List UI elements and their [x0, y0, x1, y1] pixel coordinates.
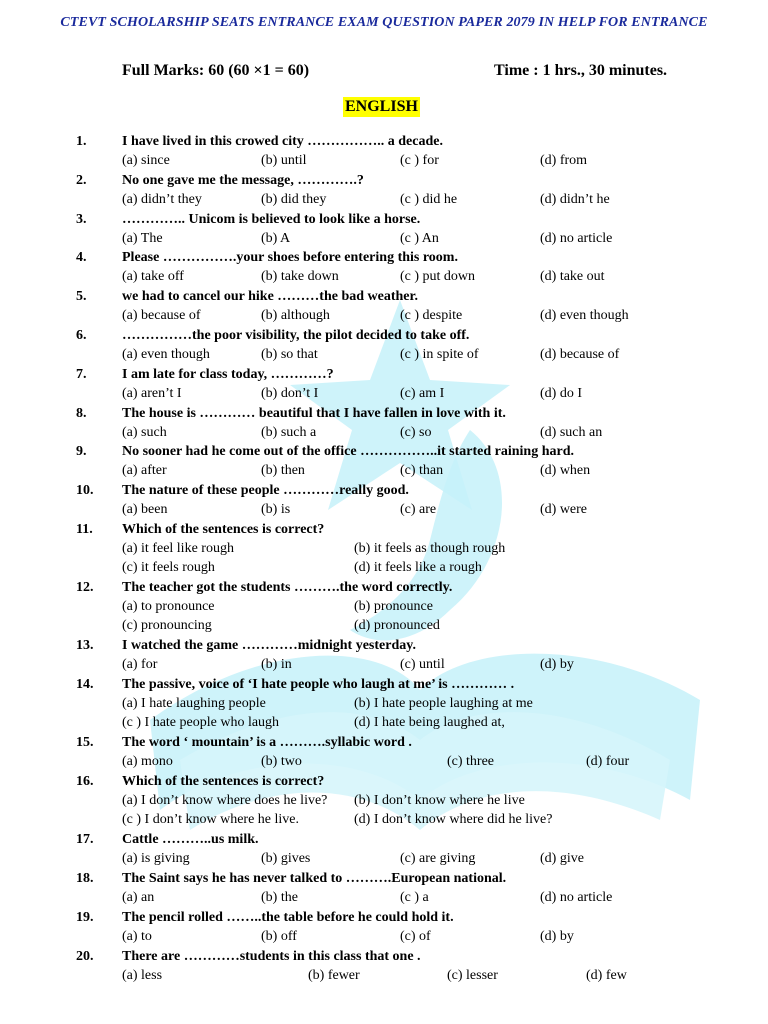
answer-option: (a) is giving — [122, 851, 190, 867]
answer-option: (b) gives — [261, 851, 311, 867]
question-number: 2. — [76, 172, 87, 188]
question-text: we had to cancel our hike ………the bad weather. — [122, 289, 418, 305]
question-item — [0, 636, 768, 675]
question-item — [0, 675, 768, 733]
answer-options — [0, 927, 768, 946]
question-text: I watched the game …………midnight yesterday. — [122, 638, 416, 654]
question-item — [0, 248, 768, 287]
answer-option: (d) no article — [540, 230, 613, 246]
answer-option: (b) don’t I — [261, 385, 319, 401]
answer-option: (c) pronouncing — [122, 618, 212, 634]
answer-option: (a) it feel like rough — [122, 540, 234, 556]
answer-option: (b) did they — [261, 191, 327, 207]
answer-option: (b) until — [261, 153, 307, 168]
answer-option: (c ) for — [400, 153, 439, 168]
answer-option: (b) the — [261, 890, 298, 906]
question-item — [0, 520, 768, 578]
question-number: 14. — [76, 677, 94, 693]
question-number: 6. — [76, 327, 87, 343]
answer-option: (b) such a — [261, 424, 317, 440]
answer-option: (d) few — [586, 967, 627, 983]
question-text: I am late for class today, …………? — [122, 366, 334, 382]
answer-option: (b) two — [261, 754, 302, 770]
answer-option: (c) three — [447, 754, 495, 770]
answer-option: (d) I don’t know where did he live? — [354, 812, 553, 828]
answer-option: (d) by — [540, 657, 574, 673]
answer-option: (a) I don’t know where does he live? — [122, 793, 328, 809]
answer-option: (a) to — [122, 928, 152, 944]
answer-option: (a) such — [122, 424, 167, 440]
question-number: 8. — [76, 405, 87, 421]
answer-option: (d) because of — [540, 346, 620, 362]
answer-option: (a) since — [122, 153, 170, 168]
answer-option: (a) I hate laughing people — [122, 696, 266, 712]
answer-options — [0, 151, 768, 170]
question-item — [0, 404, 768, 443]
answer-options — [0, 539, 768, 578]
question-number: 11. — [76, 521, 93, 537]
answer-option: (b) pronounce — [354, 599, 433, 615]
question-item — [0, 365, 768, 404]
question-text: The word ‘ mountain’ is a ……….syllabic word . — [122, 735, 412, 751]
answer-options — [0, 966, 768, 985]
answer-option: (a) to pronounce — [122, 599, 215, 615]
answer-option: (d) it feels like a rough — [354, 559, 482, 575]
answer-option: (b) take down — [261, 269, 339, 285]
answer-options — [0, 849, 768, 868]
answer-option: (c) are — [400, 502, 437, 518]
answer-option: (a) aren’t I — [122, 385, 182, 401]
question-text: ……………the poor visibility, the pilot decided to take off. — [122, 327, 470, 343]
question-number: 18. — [76, 871, 94, 887]
question-number: 1. — [76, 134, 87, 149]
answer-options — [0, 500, 768, 519]
question-item — [0, 287, 768, 326]
question-text: No sooner had he come out of the office ……………..it started raining hard. — [122, 444, 574, 460]
question-item — [0, 578, 768, 636]
answer-option: (a) even though — [122, 346, 210, 362]
question-item — [0, 326, 768, 365]
answer-option: (c) am I — [400, 385, 445, 401]
answer-option: (a) because of — [122, 308, 201, 324]
time-limit: Time : 1 hrs., 30 minutes. — [494, 62, 668, 79]
answer-option: (d) when — [540, 463, 591, 479]
answer-option: (b) so that — [261, 346, 318, 362]
answer-option: (b) although — [261, 308, 330, 324]
full-marks: Full Marks: 60 (60 ×1 = 60) — [122, 62, 310, 79]
answer-options — [0, 267, 768, 286]
question-number: 15. — [76, 735, 94, 751]
question-number: 9. — [76, 444, 87, 460]
answer-option: (d) even though — [540, 308, 629, 324]
answer-option: (c ) did he — [400, 191, 458, 207]
answer-option: (b) in — [261, 657, 292, 673]
answer-option: (c) than — [400, 463, 444, 479]
question-text: Please …………….your shoes before entering this room. — [122, 250, 458, 266]
answer-option: (c ) put down — [400, 269, 476, 285]
answer-option: (d) from — [540, 153, 588, 168]
question-number: 19. — [76, 909, 94, 925]
question-item — [0, 733, 768, 772]
answer-option: (b) I don’t know where he live — [354, 793, 525, 809]
question-text: Which of the sentences is correct? — [122, 521, 325, 537]
question-text: Which of the sentences is correct? — [122, 774, 325, 790]
answer-option: (b) it feels as though rough — [354, 540, 506, 556]
answer-option: (c) are giving — [400, 851, 476, 867]
answer-options — [0, 384, 768, 403]
answer-option: (b) then — [261, 463, 305, 479]
question-item — [0, 908, 768, 947]
question-text: There are …………students in this class that one . — [122, 948, 421, 964]
answer-option: (c) lesser — [447, 967, 498, 983]
question-text: ………….. Unicom is believed to look like a horse. — [122, 211, 421, 227]
question-text: The Saint says he has never talked to ……….European national. — [122, 871, 507, 887]
answer-options — [0, 229, 768, 248]
answer-option: (c) until — [400, 657, 445, 673]
question-item — [0, 132, 768, 171]
answer-option: (a) after — [122, 463, 167, 479]
answer-option: (a) take off — [122, 269, 184, 285]
answer-option: (a) an — [122, 890, 155, 906]
answer-option: (a) less — [122, 967, 163, 983]
answer-option: (c) of — [400, 928, 431, 944]
question-number: 20. — [76, 948, 94, 964]
question-text: The house is ………… beautiful that I have fallen in love with it. — [122, 405, 506, 421]
answer-option: (a) for — [122, 657, 158, 673]
answer-options — [0, 888, 768, 907]
answer-options — [0, 190, 768, 209]
question-number: 7. — [76, 366, 87, 382]
question-item — [0, 830, 768, 869]
answer-options — [0, 694, 768, 733]
answer-option: (d) didn’t he — [540, 191, 610, 207]
answer-options — [0, 752, 768, 771]
question-text: No one gave me the message, ………….? — [122, 172, 364, 188]
answer-option: (b) fewer — [308, 967, 360, 983]
question-number: 4. — [76, 250, 87, 266]
answer-option: (a) mono — [122, 754, 173, 770]
question-item — [0, 481, 768, 520]
answer-option: (d) such an — [540, 424, 603, 440]
answer-option: (b) is — [261, 502, 291, 518]
answer-option: (c ) despite — [400, 308, 463, 324]
answer-option: (d) four — [586, 754, 630, 770]
answer-option: (a) didn’t they — [122, 191, 202, 207]
question-text: The teacher got the students ……….the word correctly. — [122, 580, 453, 596]
question-text: The pencil rolled ……..the table before he could hold it. — [122, 909, 454, 925]
answer-option: (c) so — [400, 424, 432, 440]
answer-option: (a) been — [122, 502, 168, 518]
answer-option: (d) take out — [540, 269, 605, 285]
question-number: 10. — [76, 483, 94, 499]
answer-option: (a) The — [122, 230, 163, 246]
answer-option: (b) A — [261, 230, 291, 246]
answer-option: (c ) I don’t know where he live. — [122, 812, 300, 828]
question-number: 5. — [76, 289, 87, 305]
answer-option: (d) no article — [540, 890, 613, 906]
question-list — [0, 132, 768, 986]
page-title: CTEVT SCHOLARSHIP SEATS ENTRANCE EXAM QUESTION PAPER 2079 IN HELP FOR ENTRANCE — [60, 15, 708, 30]
answer-options — [0, 345, 768, 364]
answer-options — [0, 306, 768, 325]
answer-option: (c) it feels rough — [122, 559, 215, 575]
answer-option: (c ) in spite of — [400, 346, 479, 362]
question-number: 17. — [76, 832, 94, 848]
question-number: 3. — [76, 211, 87, 227]
question-item — [0, 171, 768, 210]
answer-option: (b) off — [261, 928, 297, 944]
question-item — [0, 210, 768, 249]
answer-option: (d) pronounced — [354, 618, 440, 634]
answer-option: (b) I hate people laughing at me — [354, 696, 533, 712]
answer-option: (d) do I — [540, 385, 582, 401]
answer-options — [0, 461, 768, 480]
answer-option: (d) by — [540, 928, 574, 944]
answer-options — [0, 655, 768, 674]
question-text: The nature of these people …………really good. — [122, 483, 409, 499]
question-text: The passive, voice of ‘I hate people who laugh at me’ is ………… . — [122, 677, 515, 693]
question-item — [0, 772, 768, 830]
question-item — [0, 947, 768, 986]
question-text: I have lived in this crowed city …………….. a decade. — [122, 134, 443, 149]
answer-option: (c ) I hate people who laugh — [122, 715, 280, 731]
question-item — [0, 869, 768, 908]
question-number: 13. — [76, 638, 94, 654]
answer-option: (d) give — [540, 851, 584, 867]
answer-options — [0, 791, 768, 830]
question-item — [0, 442, 768, 481]
answer-option: (c ) a — [400, 890, 429, 906]
answer-options — [0, 423, 768, 442]
question-number: 16. — [76, 774, 94, 790]
question-text: Cattle ………..us milk. — [122, 832, 259, 848]
answer-option: (d) were — [540, 502, 588, 518]
section-heading: ENGLISH — [345, 98, 418, 115]
question-number: 12. — [76, 580, 94, 596]
answer-option: (c ) An — [400, 230, 439, 246]
answer-option: (d) I hate being laughed at, — [354, 715, 505, 731]
answer-options — [0, 597, 768, 636]
